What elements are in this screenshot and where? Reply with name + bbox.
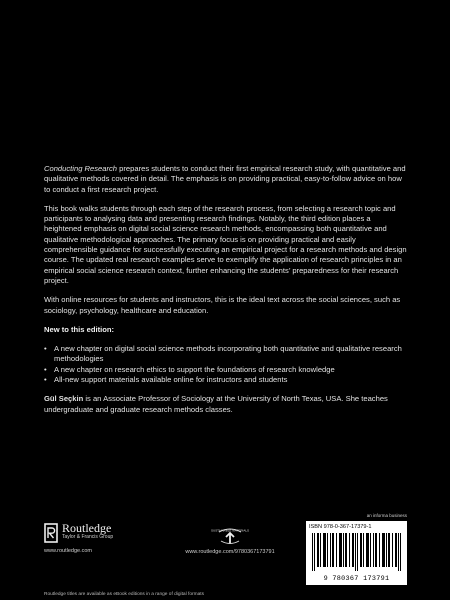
isbn-block — [306, 513, 407, 585]
description-paragraph-3: With online resources for students and instructors, this is the ideal text across the social sciences, such as sociology, psychology, healthcare and education. — [44, 295, 401, 315]
list-item: • A new chapter on digital social science methods incorporating both quantitative and qualitative research methodologies — [44, 344, 408, 365]
publisher-url[interactable]: www.routledge.com — [44, 548, 92, 554]
list-item: • All-new support materials available online for instructors and students — [44, 375, 408, 385]
book-title: Conducting Research — [44, 164, 118, 173]
isbn-label: ISBN 978-0-367-17379-1 — [309, 524, 372, 530]
routledge-logo — [44, 522, 113, 543]
new-edition-list — [44, 344, 408, 385]
barcode-number: 9 780367 173791 — [323, 575, 390, 583]
sustainable-materials-label: SUSTAINABLE MATERIALS — [210, 528, 250, 533]
barcode-box — [306, 521, 407, 585]
publisher-group: Taylor & Francis Group — [62, 534, 114, 540]
list-item: • A new chapter on research ethics to support the foundations of research knowledge — [44, 365, 408, 375]
routledge-r-icon — [44, 523, 58, 543]
author-bio — [44, 394, 408, 415]
description-paragraph-2: This book walks students through each step of the research process, from selecting a research topic and participants to analysing data and presenting research findings. Notably, the third edition places a heightened emphasis on digital social science research methods, encompassing both quantitative and qualitative methodological approaches. The primary focus is on providing practical and easily comprehensible guidance for successfully executing an empirical project for a research methods and design course. The updated real research examples serve to exemplify the application of research principles in an empirical social science research context, further enhancing the students’ preparedness for their research project. — [44, 203, 407, 285]
description-paragraph-1 — [44, 164, 408, 195]
publisher-block — [44, 522, 113, 554]
ebook-note: Routledge titles are available as eBook editions in a range of digital formats — [44, 592, 204, 597]
new-edition-heading: New to this edition: — [44, 324, 115, 334]
barcode-icon — [312, 533, 401, 571]
description-text-1: prepares students to conduct their first empirical research study, with quantitative and qualitative methods covered in detail. The emphasis is on providing practical, easy-to-follow advice on how to conduct a first research project. — [44, 164, 406, 194]
back-cover-blurb — [44, 164, 408, 424]
sustainable-materials-icon — [210, 526, 250, 546]
sustainability-block — [176, 526, 284, 555]
publisher-name: Routledge — [62, 521, 112, 535]
author-name: Gül Seçkin — [44, 394, 84, 404]
author-bio-text: is an Associate Professor of Sociology at the University of North Texas, USA. She teaches undergraduate and graduate research methods classes. — [44, 394, 388, 414]
book-url[interactable]: www.routledge.com/9780367173791 — [185, 549, 275, 555]
informa-label: an informa business — [366, 513, 407, 518]
